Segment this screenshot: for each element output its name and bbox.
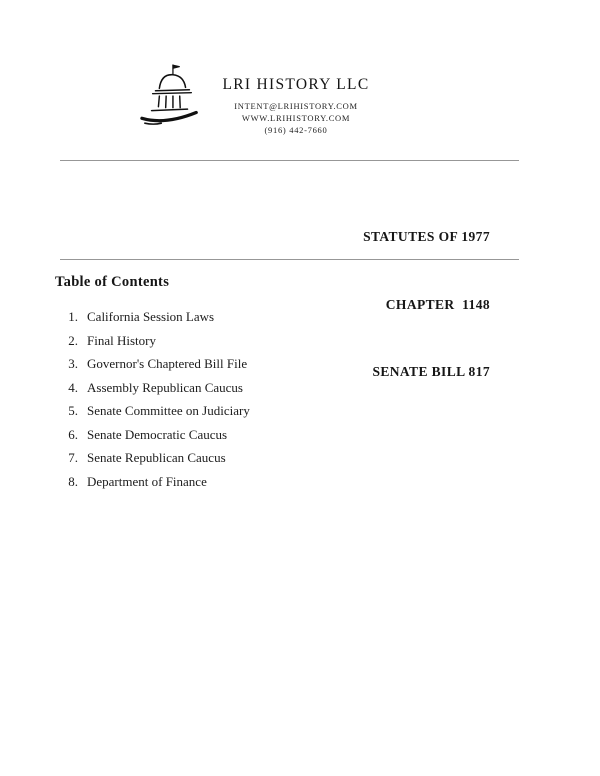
toc-item-label: Department of Finance [87, 473, 207, 489]
statute-line-chapter: CHAPTER 1148 [385, 296, 490, 312]
toc-item-label: Senate Committee on Judiciary [87, 403, 250, 418]
toc-item-label: Final History [87, 332, 156, 348]
toc-item [55, 309, 250, 325]
capitol-logo-icon [140, 62, 202, 139]
toc-item-number: 2. [68, 332, 78, 348]
contact-phone: (916) 442-7660 [264, 125, 328, 135]
toc-item-number: 6. [68, 426, 78, 442]
contact-website: WWW.LRIHISTORY.COM [241, 113, 351, 123]
statute-reference-block [363, 181, 490, 429]
toc-item [55, 333, 250, 349]
toc-item [55, 380, 250, 396]
toc-item-label: Senate Republican Caucus [87, 450, 226, 465]
letterhead [196, 76, 396, 136]
toc-item-number: 8. [68, 473, 78, 489]
statute-line-bill: SENATE BILL 817 [372, 364, 490, 379]
toc-item-number: 4. [68, 379, 78, 395]
toc-item-number: 7. [68, 450, 78, 465]
horizontal-rule-top [60, 160, 519, 161]
toc-item-number: 3. [68, 356, 78, 371]
toc-item [55, 427, 250, 443]
toc-item [55, 403, 250, 419]
toc-item [55, 356, 250, 372]
toc-item [55, 474, 250, 490]
statute-line-year: STATUTES OF 1977 [363, 229, 490, 244]
toc-item-label: California Session Laws [87, 309, 215, 324]
toc-title: Table of Contents [55, 274, 170, 290]
toc-item-number: 1. [68, 309, 78, 324]
toc-item-label: Senate Democratic Caucus [87, 426, 228, 442]
toc-item-label: Assembly Republican Caucus [87, 379, 243, 395]
toc-item-number: 5. [68, 403, 78, 418]
contact-email: INTENT@LRIHISTORY.COM [234, 101, 358, 111]
toc-item [55, 450, 250, 466]
company-name: LRI HISTORY LLC [222, 76, 370, 93]
toc-list [55, 309, 250, 497]
contact-block [196, 100, 396, 136]
toc-item-label: Governor's Chaptered Bill File [87, 356, 248, 371]
